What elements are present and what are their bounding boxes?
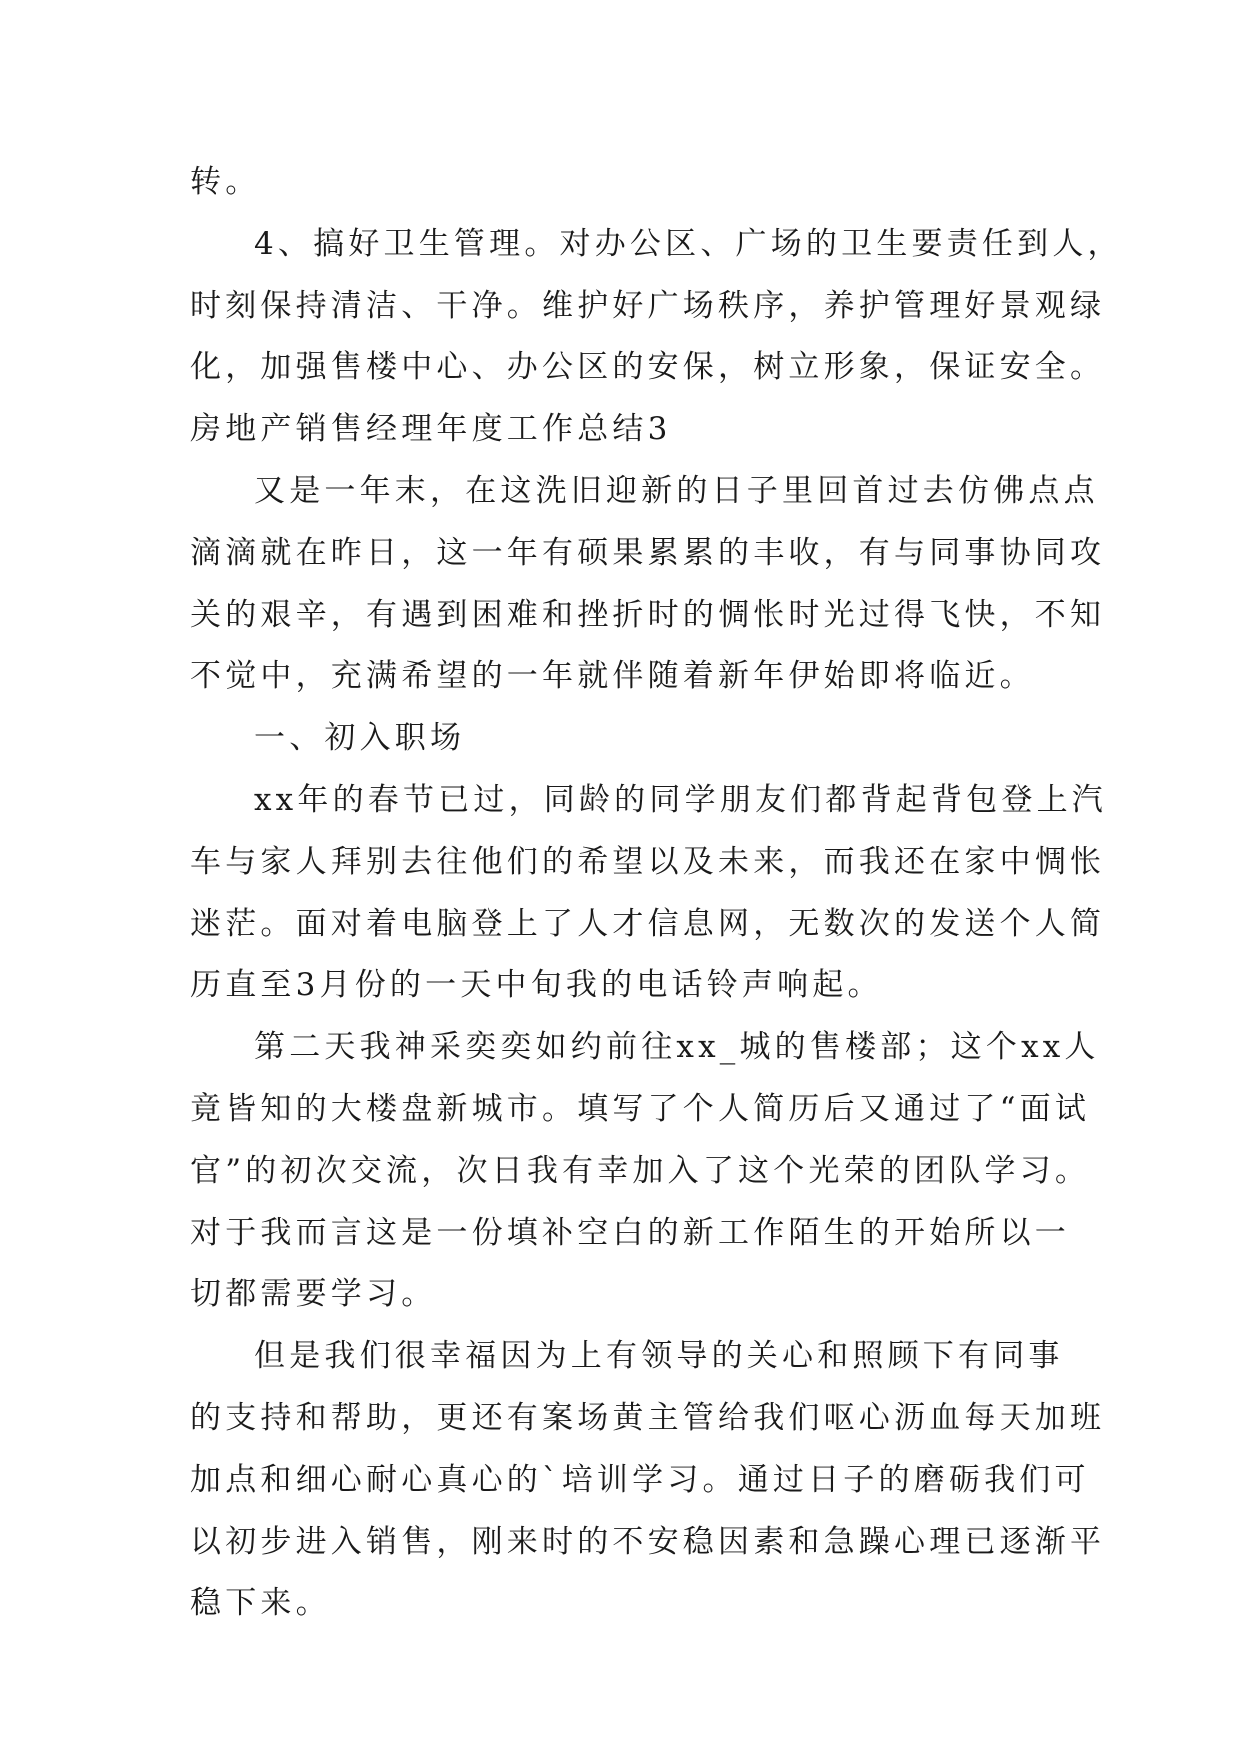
text-line: 竟皆知的大楼盘新城市。填写了个人简历后又通过了“面试 [190,1090,1091,1127]
text-line: 官”的初次交流，次日我有幸加入了这个光荣的团队学习。 [190,1152,1091,1189]
text-line: 历直至3月份的一天中旬我的电话铃声响起。 [190,967,883,1004]
text-line: 迷茫。面对着电脑登上了人才信息网，无数次的发送个人简 [190,905,1106,942]
text-line: 4、搞好卫生管理。对办公区、广场的卫生要责任到人， [254,225,1123,262]
text-line: 转。 [190,164,261,200]
text-line: 滴滴就在昨日，这一年有硕果累累的丰收，有与同事协同攻 [190,534,1106,571]
subsection-heading: 一、初入职场 [254,720,466,757]
section-heading: 房地产销售经理年度工作总结3 [190,411,672,448]
text-line: 切都需要学习。 [190,1276,437,1313]
document-body [190,152,1123,1635]
text-line: 稳下来。 [190,1585,331,1622]
text-line: 加点和细心耐心真心的`培训学习。通过日子的磨砺我们可 [190,1461,1090,1498]
text-line: 关的艰辛，有遇到困难和挫折时的惆怅时光过得飞快，不知 [190,596,1106,633]
text-line: 但是我们很幸福因为上有领导的关心和照顾下有同事 [254,1338,1064,1375]
text-line: 化，加强售楼中心、办公区的安保，树立形象，保证安全。 [190,349,1106,386]
text-line: 对于我而言这是一份填补空白的新工作陌生的开始所以一 [190,1214,1070,1251]
text-line: 又是一年末，在这洗旧迎新的日子里回首过去仿佛点点 [254,472,1099,509]
text-line: xx年的春节已过，同龄的同学朋友们都背起背包登上汽 [254,781,1107,818]
text-line: 不觉中，充满希望的一年就伴随着新年伊始即将临近。 [190,658,1035,695]
text-line: 以初步进入销售，刚来时的不安稳因素和急躁心理已逐渐平 [190,1523,1106,1560]
text-line: 的支持和帮助，更还有案场黄主管给我们呕心沥血每天加班 [190,1399,1106,1436]
text-line: 第二天我神采奕奕如约前往xx_城的售楼部；这个xx人 [254,1029,1100,1066]
text-line: 时刻保持清洁、干净。维护好广场秩序，养护管理好景观绿 [190,287,1106,324]
text-line: 车与家人拜别去往他们的希望以及未来，而我还在家中惆怅 [190,843,1106,880]
